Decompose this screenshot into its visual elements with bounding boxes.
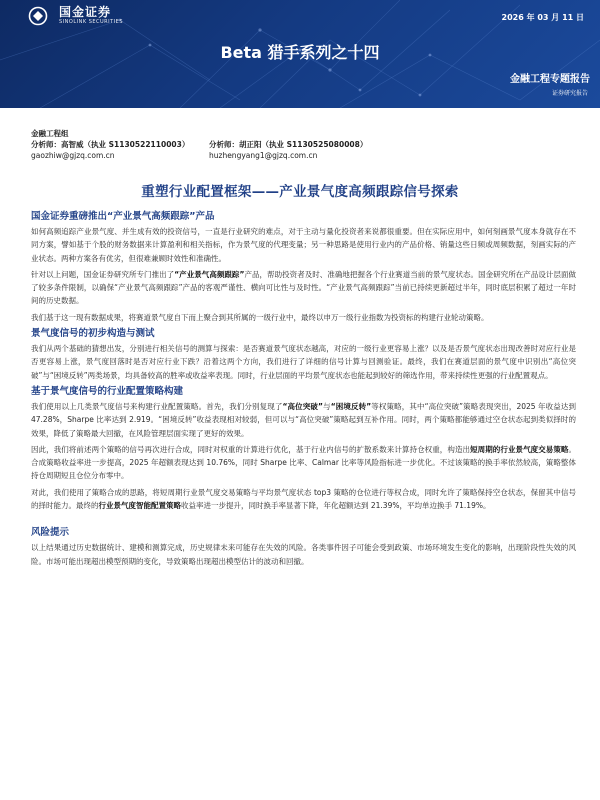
company-logo <box>28 6 123 26</box>
highlight-text: 行业景气度智能配置策略 <box>98 501 181 511</box>
paragraph: 对此，我们使用了策略合成的思路，将短周期行业景气度交易策略与平均景气度状态 top3 策略的仓位进行等权合成，同时允许了策略保持空仓状态，保留其中信号的择时能力。最终的行业景气度智能配置策略收益率进一步提升，同时换手率显著下降，年化超额达到 21.39%，平均单边换手 71.19%。 <box>31 487 576 511</box>
paragraph: 因此，我们将前述两个策略的信号再次进行合成，同时对权重的计算进行优化，基于行业内信号的扩散系数来计算持仓权重，构造出短周期的行业景气度交易策略。合成策略收益率进一步提高，2025 年超额表现达到 10.76%，同时 Sharpe 比率、Calmar 比率等风险指标进一步优化。不过该策略的换手率依然较高，策略整体持仓周期短且仓位分布零中。 <box>31 444 577 481</box>
section-heading-product: 国金证券重磅推出“产业景气高频跟踪”产品 <box>31 211 215 222</box>
header-banner <box>0 0 600 108</box>
report-subtitle: 证券研究报告 <box>551 90 588 97</box>
highlight-text: “困境反转” <box>330 401 372 411</box>
report-title: 重塑行业配置框架——产业景气度高频跟踪信号探索 <box>141 184 459 200</box>
analyst-1: 分析师：高智威（执业 S1130522110003） <box>31 140 190 149</box>
report-body <box>31 210 576 571</box>
research-group: 金融工程组 <box>31 129 69 138</box>
section-heading-risk: 风险提示 <box>31 527 70 539</box>
series-title: Beta 猎手系列之十四 <box>220 43 380 62</box>
highlight-text: 短周期的行业景气度交易策略 <box>470 444 569 454</box>
logo-text-cn: 国金证券 <box>59 5 112 19</box>
analyst-2-email[interactable]: huzhengyang1@gjzq.com.cn <box>209 151 318 160</box>
section-heading-strategy: 基于景气度信号的行业配置策略构建 <box>31 385 184 397</box>
report-type: 金融工程专题报告 <box>510 74 590 85</box>
logo-text-en: SINOLINK SECURITIES <box>59 19 123 25</box>
paragraph: 针对以上问题，国金证券研究所专门推出了“产业景气高频跟踪”产品，帮助投资者及时、准确地把握各个行业赛道当前的景气度状态。国金研究所在产品设计层面做了较多条件限制，以确保“产业景气高频跟踪”产品的客观严谨性、横向可比性与及时性。“产业景气高频跟踪”当前已持续更新超过半年，同时底层积累了超过一年时间的历史数据。 <box>31 269 577 306</box>
paragraph: 如何高频追踪产业景气度、并生成有效的投资信号，一直是行业研究的难点，对于主动与量化投资者来说都很重要。但在实际应用中，如何刻画景气度本身就存在不同方案，譬如基于个股的财务数据来计算盈利和相关指标，作为景气度的代理变量；另一种思路是使用行业内的产品价格、销量这些日频或周频数据，刻画实际的产业状态。两种方案各有优劣，但很难兼顾时效性和准确性。 <box>31 227 576 263</box>
analyst-1-email[interactable]: gaozhiw@gjzq.com.cn <box>31 151 115 160</box>
section-heading-signal: 景气度信号的初步构造与测试 <box>31 328 155 340</box>
highlight-text: “产业景气高频跟踪” <box>174 269 245 279</box>
paragraph: 以上结果通过历史数据统计、建模和测算完成，历史规律未来可能存在失效的风险。各类事件因子可能会受到政策、市场环境发生变化的影响，出现阶段性失效的风险。市场可能出现超出模型预期的变化，导致策略出现超出模型估计的波动和回撤。 <box>31 543 576 566</box>
logo-icon <box>28 6 54 26</box>
highlight-text: “高位突破” <box>282 401 323 411</box>
paragraph: 我们使用以上几类景气度信号来构建行业配置策略。首先，我们分别复现了“高位突破”与“困境反转”等权策略，其中“高位突破”策略表现突出，2025 年收益达到 47.28%，Sharpe 比率达到 2.919。“困境反转”收益表现相对较弱，但可以与“高位突破”策略起到互补作用。同时，两个策略都能够通过空仓状态起到类似择时的效果，降低了策略最大回撤，在风险管理层面实现了更好的效果。 <box>31 401 577 438</box>
analyst-2: 分析师：胡正阳（执业 S1130525080008） <box>209 140 368 149</box>
report-date: 2026 年 03 月 11 日 <box>501 13 584 22</box>
paragraph: 我们从两个基础的猜想出发，分别进行相关信号的测算与探索：是否赛道景气度状态越高，对应的一级行业更容易上涨？以及是否景气度状态出现改善时对应行业是否更容易上涨，景气度回落时是否对应行业下跌？沿着这两个方向，我们进行了详细的信号计算与回测验证。最终，我们在赛道层面的景气度中识别出“高位突破”与“困境反转”两类场景，均具备较高的胜率或收益率表现。同时，行业层面的平均景气度状态也能起到较好的筛选作用，带来持续性更强的行业配置观点。 <box>31 344 576 380</box>
author-block <box>31 128 571 161</box>
paragraph: 我们基于这一现有数据成果，将赛道景气度自下而上聚合到其所属的一级行业中，最终以申万一级行业指数为投资标的构建行业轮动策略。 <box>31 312 489 322</box>
